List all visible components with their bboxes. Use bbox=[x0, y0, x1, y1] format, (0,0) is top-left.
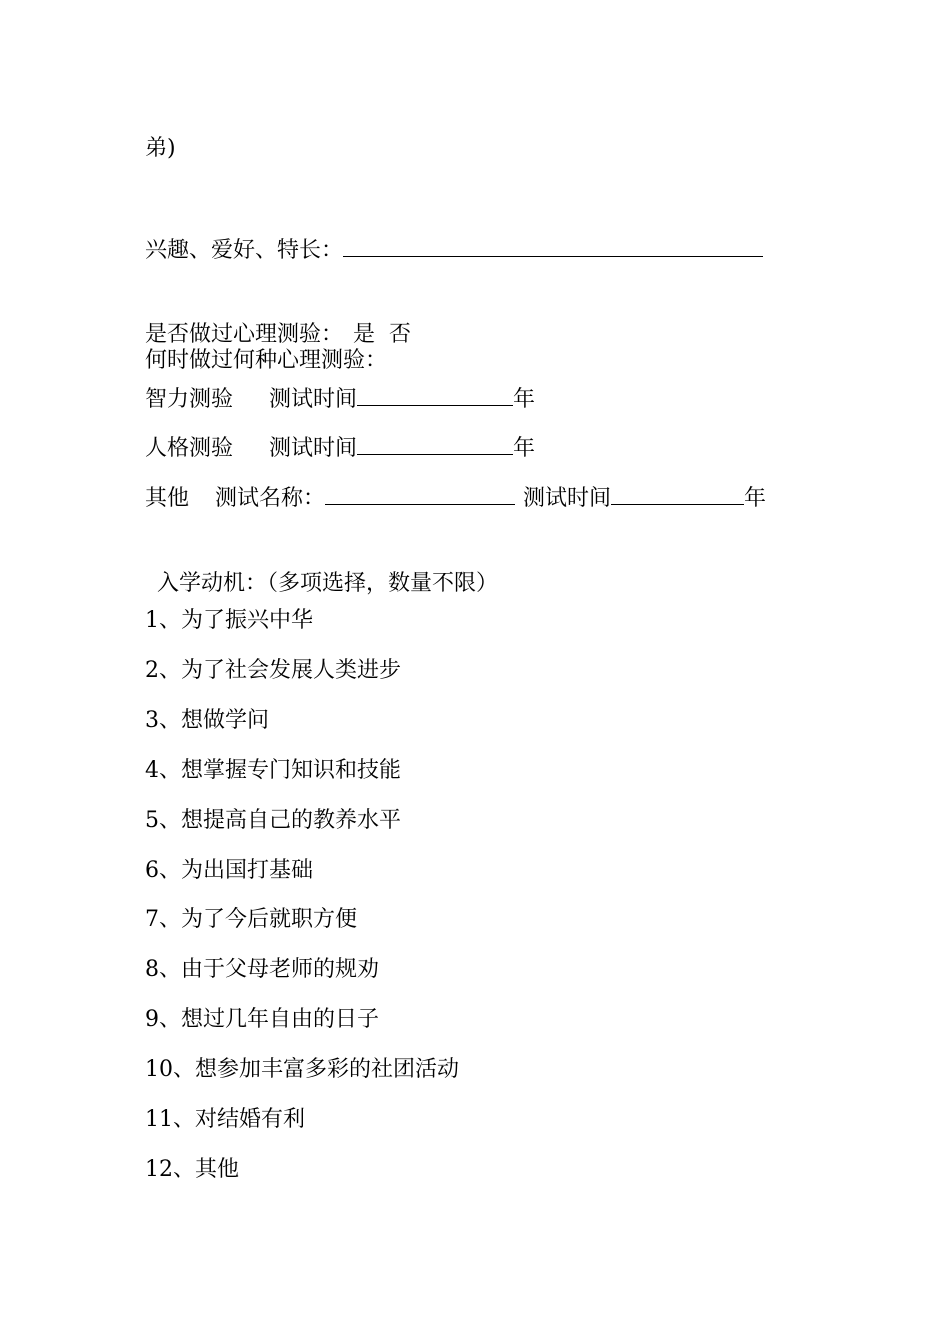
other-test-time-blank[interactable] bbox=[611, 484, 744, 505]
list-item[interactable]: 1、为了振兴中华 bbox=[145, 608, 313, 633]
top-fragment: 弟) bbox=[145, 136, 176, 161]
list-item[interactable]: 3、想做学问 bbox=[145, 708, 269, 733]
other-test-unit: 年 bbox=[744, 486, 767, 511]
list-item[interactable]: 11、对结婚有利 bbox=[145, 1107, 305, 1132]
intelligence-test-time-label: 测试时间 bbox=[269, 387, 358, 412]
personality-test-label: 人格测验 bbox=[145, 436, 234, 461]
list-item[interactable]: 9、想过几年自由的日子 bbox=[145, 1007, 379, 1032]
personality-test-row bbox=[145, 434, 535, 460]
other-test-row bbox=[145, 484, 766, 510]
psych-test-when-question: 何时做过何种心理测验： bbox=[145, 348, 388, 373]
other-test-label: 其他 bbox=[145, 486, 190, 511]
other-test-name-blank[interactable] bbox=[325, 484, 515, 505]
intelligence-test-time-blank[interactable] bbox=[357, 385, 513, 406]
list-item[interactable]: 5、想提高自己的教养水平 bbox=[145, 808, 401, 833]
psych-test-question-row bbox=[145, 322, 411, 348]
list-item[interactable]: 4、想掌握专门知识和技能 bbox=[145, 758, 401, 783]
other-test-name-label: 测试名称： bbox=[215, 486, 326, 511]
motivation-heading: 入学动机：（多项选择，数量不限） bbox=[157, 571, 499, 596]
list-item[interactable]: 12、其他 bbox=[145, 1157, 239, 1182]
list-item[interactable]: 8、由于父母老师的规劝 bbox=[145, 957, 379, 982]
interests-row bbox=[145, 236, 763, 262]
psych-test-no[interactable]: 否 bbox=[389, 322, 412, 347]
psych-test-question: 是否做过心理测验： bbox=[145, 322, 344, 347]
list-item[interactable]: 2、为了社会发展人类进步 bbox=[145, 658, 401, 683]
list-item[interactable]: 6、为出国打基础 bbox=[145, 858, 313, 883]
intelligence-test-row bbox=[145, 385, 535, 411]
intelligence-test-unit: 年 bbox=[513, 387, 536, 412]
personality-test-time-label: 测试时间 bbox=[269, 436, 358, 461]
personality-test-time-blank[interactable] bbox=[357, 434, 513, 455]
interests-label: 兴趣、爱好、特长： bbox=[145, 238, 344, 263]
list-item[interactable]: 10、想参加丰富多彩的社团活动 bbox=[145, 1057, 459, 1082]
intelligence-test-label: 智力测验 bbox=[145, 387, 234, 412]
personality-test-unit: 年 bbox=[513, 436, 536, 461]
other-test-time-label: 测试时间 bbox=[523, 486, 612, 511]
interests-blank[interactable] bbox=[343, 236, 763, 257]
psych-test-yes[interactable]: 是 bbox=[353, 322, 376, 347]
list-item[interactable]: 7、为了今后就职方便 bbox=[145, 907, 357, 932]
